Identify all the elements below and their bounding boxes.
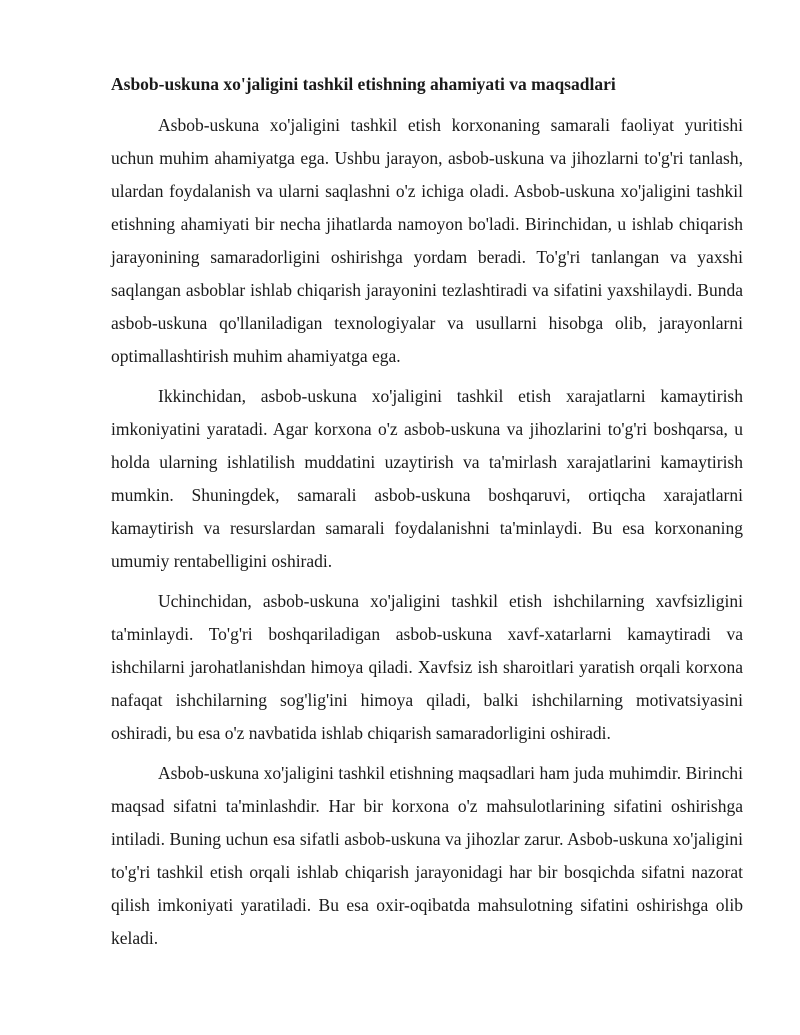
document-title: Asbob-uskuna xo'jaligini tashkil etishning ahamiyati va maqsadlari xyxy=(111,74,616,94)
paragraph-4: Asbob-uskuna xo'jaligini tashkil etishning maqsadlari ham juda muhimdir. Birinchi maqsad sifatni ta'minlashdir. Har bir korxona o'z mahsulotlarining sifatini oshirishga intiladi. Buning uchun esa sifatli asbob-uskuna va jihozlar zarur. Asbob-uskuna xo'jaligini to'g'ri tashkil etish orqali ishlab chiqarish jarayonidagi har bir bosqichda sifatni nazorat qilish imkoniyati yaratiladi. Bu esa oxir-oqibatda mahsulotning sifatini oshirishga olib keladi. xyxy=(111,763,743,948)
document-page xyxy=(111,72,743,962)
paragraph-3: Uchinchidan, asbob-uskuna xo'jaligini tashkil etish ishchilarning xavfsizligini ta'minlaydi. To'g'ri boshqariladigan asbob-uskuna xavf-xatarlarni kamaytiradi va ishchilarni jarohatlanishdan himoya qiladi. Xavfsiz ish sharoitlari yaratish orqali korxona nafaqat ishchilarning sog'lig'ini himoya qiladi, balki ishchilarning motivatsiyasini oshiradi, bu esa o'z navbatida ishlab chiqarish samaradorligini oshiradi. xyxy=(111,591,743,743)
paragraph-2: Ikkinchidan, asbob-uskuna xo'jaligini tashkil etish xarajatlarni kamaytirish imkoniyatini yaratadi. Agar korxona o'z asbob-uskuna va jihozlarini to'g'ri boshqarsa, u holda ularning ishlatilish muddatini uzaytirish va ta'mirlash xarajatlarini kamaytirish mumkin. Shuningdek, samarali asbob-uskuna boshqaruvi, ortiqcha xarajatlarni kamaytirish va resurslardan samarali foydalanishni ta'minlaydi. Bu esa korxonaning umumiy rentabelligini oshiradi. xyxy=(111,386,743,571)
paragraph-1: Asbob-uskuna xo'jaligini tashkil etish korxonaning samarali faoliyat yuritishi uchun muhim ahamiyatga ega. Ushbu jarayon, asbob-uskuna va jihozlarni to'g'ri tanlash, ulardan foydalanish va ularni saqlashni o'z ichiga oladi. Asbob-uskuna xo'jaligini tashkil etishning ahamiyati bir necha jihatlarda namoyon bo'ladi. Birinchidan, u ishlab chiqarish jarayonining samaradorligini oshirishga yordam beradi. To'g'ri tanlangan va yaxshi saqlangan asboblar ishlab chiqarish jarayonini tezlashtiradi va sifatini yaxshilaydi. Bunda asbob-uskuna qo'llaniladigan texnologiyalar va usullarni hisobga olib, jarayonlarni optimallashtirish muhim ahamiyatga ega. xyxy=(111,115,743,366)
